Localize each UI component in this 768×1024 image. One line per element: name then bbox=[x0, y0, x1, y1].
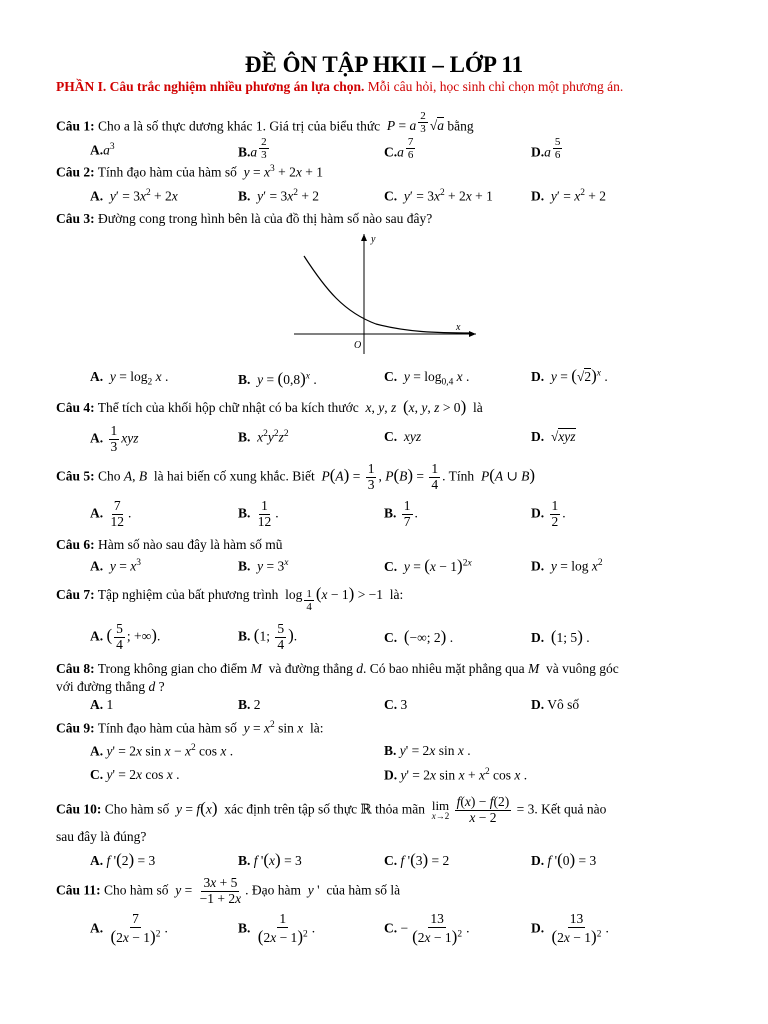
answer-b[interactable]: B. $y = (0,8)^x$ . bbox=[238, 369, 317, 388]
answer-b[interactable]: B. (1; $\frac{5}{4}$ ). bbox=[238, 621, 298, 652]
answer-c[interactable]: C. $y' = 3x^2 + 2x + 1$ bbox=[384, 188, 493, 204]
answer-b[interactable]: B. $\frac{1}{12}$ . bbox=[238, 498, 279, 529]
part-header-bold: PHẦN I. Câu trắc nghiệm nhiều phương án lựa chọn. bbox=[56, 79, 365, 94]
answer-b[interactable]: B. $\frac{1}{(2x - 1)^2}$ . bbox=[238, 911, 316, 946]
question-number: Câu 1: bbox=[56, 118, 95, 134]
answer-c[interactable]: C. y' = 2x cos x . bbox=[90, 767, 180, 782]
question-1 bbox=[56, 110, 474, 135]
curve bbox=[304, 256, 472, 333]
answer-c[interactable]: C. f '(3) = 2 bbox=[384, 850, 450, 869]
answer-d[interactable]: D. $y' = x^2 + 2$ bbox=[531, 188, 607, 204]
answer-b[interactable]: B. 2 bbox=[238, 697, 261, 712]
question-10: Câu 10: Cho hàm số y = f(x) xác định trên tập số thực ℝ thỏa mãn lim x→2 $\frac{f(x) - f(2)}{x - 2}$ = 3. Kết quả nào bbox=[56, 794, 607, 825]
part-header bbox=[56, 79, 623, 95]
y-label: y bbox=[371, 234, 376, 245]
answer-a[interactable]: A. $y' = 3x^2 + 2x$ bbox=[90, 188, 178, 204]
part-header-rest: Mỗi câu hỏi, học sinh chỉ chọn một phương án. bbox=[364, 79, 624, 94]
answer-d[interactable]: D. (1; 5) . bbox=[531, 627, 590, 646]
answer-d[interactable]: D. √xyz bbox=[531, 429, 576, 444]
answer-a[interactable]: A. $\frac{7}{(2x - 1)^2}$ . bbox=[90, 911, 168, 946]
answer-b[interactable]: B. $x^2y^2z^2$ bbox=[238, 429, 289, 445]
question-8-line2: với đường thẳng d ? bbox=[56, 679, 165, 694]
answer-c[interactable]: C. (−∞; 2) . bbox=[384, 627, 454, 646]
answer-c[interactable]: C. $y = \log_{0,4} x$ . bbox=[384, 369, 470, 388]
answer-d[interactable]: D. y' = 2x $\sin x + x^2$ cos x . bbox=[384, 767, 528, 783]
answer-c[interactable]: C. − $\frac{13}{(2x - 1)^2}$ . bbox=[384, 911, 470, 946]
answer-a[interactable]: $A.a^3$ bbox=[90, 142, 115, 158]
answer-b[interactable]: B.a $^{\frac{2}{3}}$ bbox=[238, 136, 267, 162]
answer-b[interactable]: B. y' = 2x sin x . bbox=[384, 743, 471, 758]
answer-a[interactable]: A. y' = 2x $\sin x - x^2$ cos x . bbox=[90, 743, 234, 759]
origin-label: O bbox=[354, 340, 362, 351]
question-8: Câu 8: Trong không gian cho điểm M và đường thẳng d. Có bao nhiêu mặt phẳng qua M và vuông góc bbox=[56, 661, 619, 676]
question-6: Câu 6: Hàm số nào sau đây là hàm số mũ bbox=[56, 537, 283, 552]
y-axis-arrow bbox=[361, 234, 367, 241]
question-tail: bằng bbox=[447, 118, 474, 134]
answer-c[interactable]: C.a $^{\frac{7}{6}}$ bbox=[384, 136, 414, 162]
answer-d[interactable]: D. f '(0) = 3 bbox=[531, 850, 597, 869]
answer-c[interactable]: C. xyz bbox=[384, 429, 422, 444]
math-expression: P = a $^{\frac{2}{3}}$ √a bbox=[386, 110, 444, 136]
question-text: Cho a là số thực dương khác 1. Giá trị của biểu thức bbox=[98, 118, 381, 134]
x-label: x bbox=[456, 322, 461, 333]
answer-a[interactable]: A. $\frac{7}{12}$ . bbox=[90, 498, 132, 529]
answer-a[interactable]: A. ( $\frac{5}{4}$ ; +∞). bbox=[90, 621, 161, 652]
answer-d[interactable]: D. $\frac{13}{(2x - 1)^2}$ . bbox=[531, 911, 609, 946]
answer-b[interactable]: B. $y = 3^x$ bbox=[238, 558, 289, 574]
answer-a[interactable]: A. f '(2) = 3 bbox=[90, 850, 156, 869]
x-axis-arrow bbox=[469, 331, 476, 337]
question-3: Câu 3: Đường cong trong hình bên là của đồ thị hàm số nào sau đây? bbox=[56, 211, 433, 226]
answer-d[interactable]: D. Vô số bbox=[531, 697, 580, 712]
question-11: Câu 11: Cho hàm số y = $\frac{3x + 5}{-1 + 2x}$ . Đạo hàm y ' của hàm số là bbox=[56, 875, 401, 906]
answer-c[interactable]: B. $\frac{1}{7}$ . bbox=[384, 498, 418, 529]
answer-a[interactable]: A. $\frac{1}{3}$ xyz bbox=[90, 423, 139, 454]
answer-c[interactable]: C. 3 bbox=[384, 697, 408, 712]
curve-graph bbox=[286, 228, 482, 358]
answer-a[interactable]: A. 1 bbox=[90, 697, 114, 712]
answer-a[interactable]: A. $y = \log_2 x$ . bbox=[90, 369, 169, 388]
question-7: Câu 7: Tập nghiệm của bất phương trình log $_{\frac{1}{4}}$ (x − 1) > −1 là: bbox=[56, 584, 404, 614]
answer-b[interactable]: B. $y' = 3x^2 + 2$ bbox=[238, 188, 320, 204]
question-4: Câu 4: Thể tích của khối hộp chữ nhật có ba kích thước x, y, z (x, y, z > 0) là bbox=[56, 397, 483, 416]
question-5: Câu 5: Cho A, B là hai biến cố xung khắc. Biết P(A) = $\frac{1}{3}$ , P(B) = $\frac{1}{4}$ . Tính P(A ∪ B) bbox=[56, 461, 536, 492]
answer-c[interactable]: C. $y = (x - 1)^{2x}$ bbox=[384, 556, 472, 575]
page-title: ĐỀ ÔN TẬP HKII – LỚP 11 bbox=[244, 52, 524, 77]
answer-d[interactable]: D. $\frac{1}{2}$ . bbox=[531, 498, 566, 529]
question-9: Câu 9: Tính đạo hàm của hàm số $y = x^2$ sin x là: bbox=[56, 720, 324, 736]
answer-d[interactable]: D. $y = (√2)^x$ . bbox=[531, 366, 608, 385]
answer-d[interactable]: D. $y = \log x^2$ bbox=[531, 558, 603, 574]
answer-d[interactable]: D.a $^{\frac{5}{6}}$ bbox=[531, 136, 561, 162]
answer-b[interactable]: B. f '(x) = 3 bbox=[238, 850, 302, 869]
answer-a[interactable]: A. $y = x^3$ bbox=[90, 558, 141, 574]
question-2: Câu 2: Tính đạo hàm của hàm số $y = x^3 + 2x + 1$ bbox=[56, 164, 323, 180]
question-10-line2: sau đây là đúng? bbox=[56, 829, 147, 844]
